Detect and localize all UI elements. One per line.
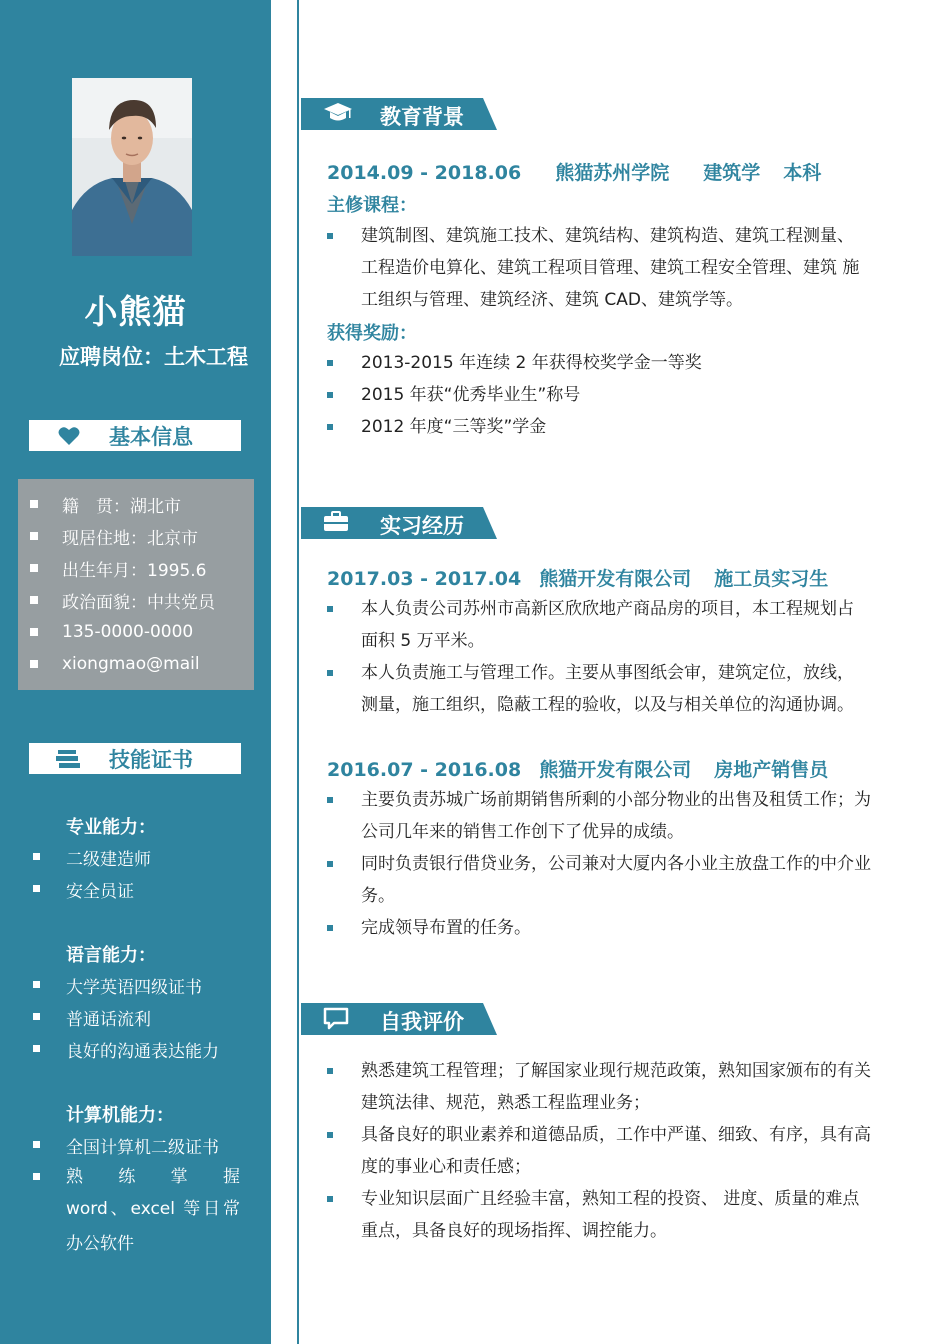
briefcase-icon (323, 511, 353, 535)
job-target: 应聘岗位：土木工程 (59, 345, 248, 369)
info-political: 政治面貌：中共党员 (18, 584, 254, 616)
education-summary: 2014.09 - 2018.06 熊猫苏州学院 建筑学 本科 (327, 162, 822, 184)
speech-bubble-icon (323, 1007, 353, 1031)
skill-item: 良好的沟通表达能力 (0, 1033, 271, 1065)
skill-item: 全国计算机二级证书 (0, 1129, 271, 1161)
basic-info-title: 基本信息 (109, 424, 193, 449)
info-phone: 135-0000-0000 (18, 616, 254, 648)
awards-title: 获得奖励： (327, 323, 417, 344)
skill-item: 二级建造师 (0, 841, 271, 873)
skill-computer-title: 计算机能力： (66, 1105, 174, 1126)
skill-item-text: word、excel 等日常 (66, 1199, 240, 1219)
skills-header (29, 743, 241, 774)
divider-line (297, 0, 299, 1344)
candidate-name: 小熊猫 (84, 292, 187, 331)
skill-item-text: 办公软件 (66, 1234, 134, 1254)
graduation-cap-icon (323, 102, 353, 126)
job1-summary: 2017.03 - 2017.04 熊猫开发有限公司 施工员实习生 (327, 568, 829, 590)
info-email: xiongmao@mail (18, 648, 254, 680)
skill-item-text: 熟练掌握 (66, 1167, 240, 1187)
self-eval-header (301, 1003, 497, 1035)
info-residence: 现居住地：北京市 (18, 520, 254, 552)
info-hometown: 籍 贯：湖北市 (18, 488, 254, 520)
courses-title: 主修课程： (327, 195, 417, 216)
education-header (301, 98, 497, 130)
self-eval-title: 自我评价 (380, 1010, 464, 1034)
skill-item: 安全员证 (0, 873, 271, 905)
skill-language-title: 语言能力： (66, 945, 156, 966)
profile-photo (72, 78, 192, 256)
basic-info-header (29, 420, 241, 451)
education-title: 教育背景 (380, 105, 464, 129)
info-birth: 出生年月：1995.6 (18, 552, 254, 584)
skill-item: 普通话流利 (0, 1001, 271, 1033)
internship-title: 实习经历 (380, 514, 464, 538)
basic-info-list (18, 479, 254, 690)
internship-header (301, 507, 497, 539)
heart-icon (29, 426, 109, 446)
skill-professional-title: 专业能力： (66, 817, 156, 838)
skills-title: 技能证书 (109, 747, 193, 772)
books-icon (29, 749, 109, 769)
skill-item: 大学英语四级证书 (0, 969, 271, 1001)
job2-summary: 2016.07 - 2016.08 熊猫开发有限公司 房地产销售员 (327, 759, 829, 781)
